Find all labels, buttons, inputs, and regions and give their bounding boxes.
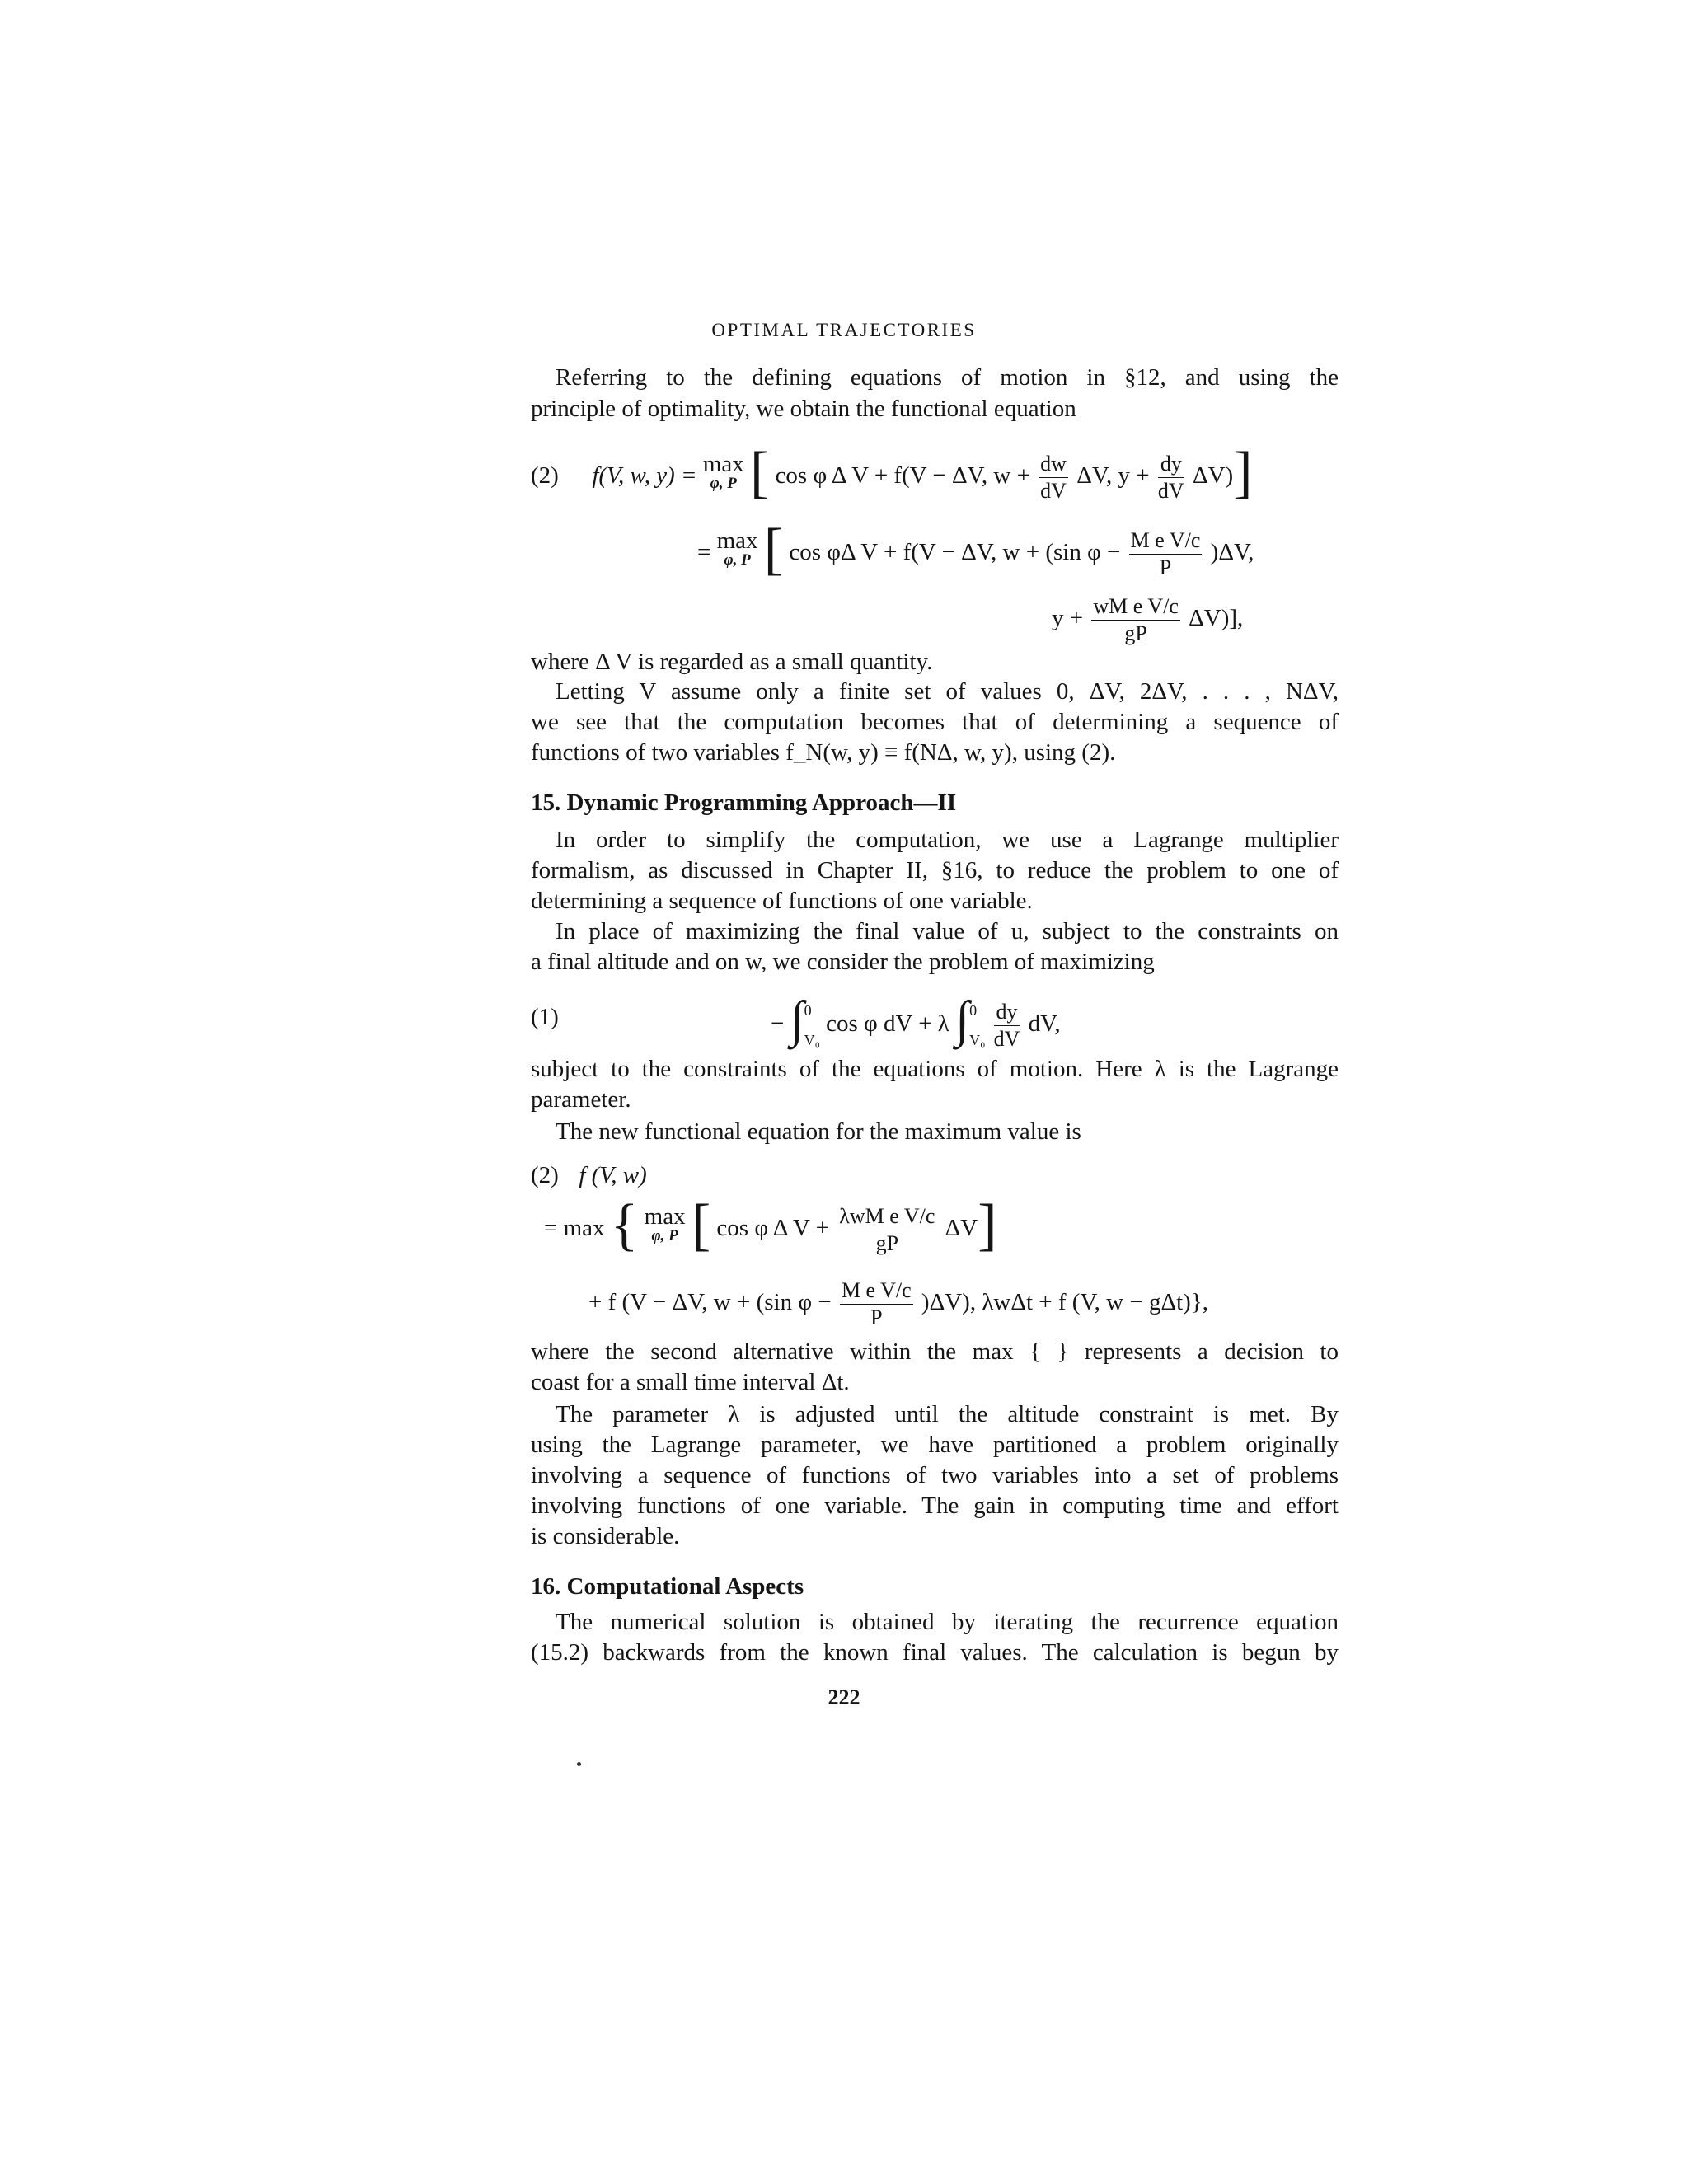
fraction-lambda-wMe-gP: $\frac{\text{λwM e V/c}}{gP}$ bbox=[839, 1204, 935, 1255]
intro-line-1: Referring to the defining equations of motion in §12, and using the bbox=[556, 364, 1339, 391]
s16-p1-line-1: The numerical solution is obtained by iterating the recurrence equation bbox=[556, 1609, 1339, 1635]
equation-1-number: (1) bbox=[531, 1004, 559, 1030]
integral-sign: ∫ bbox=[955, 991, 970, 1047]
integral-sign: ∫ bbox=[790, 991, 804, 1047]
s15-p2-line-1: In place of maximizing the final value of u, subject to the constraints on bbox=[556, 918, 1339, 944]
s15-p3-line-2: parameter. bbox=[531, 1086, 631, 1113]
s15-p6-line-2: using the Lagrange parameter, we have partitioned a problem originally bbox=[531, 1432, 1339, 1458]
s15-p4-line-1: The new functional equation for the maximum value is bbox=[556, 1118, 1081, 1145]
equation-lhs: f(V, w, y) = bbox=[592, 462, 697, 490]
equation-1: − ∫ 0 V₀ cos φ dV + λ ∫ 0 V₀ $\frac{dy}{dV}$ dV, bbox=[771, 986, 1061, 1055]
scan-speck bbox=[577, 1762, 581, 1766]
equation-2b-line-3: + f (V − ΔV, w + (sin φ − $\frac{\text{M e V/c}}{P}$ )ΔV), λwΔt + f (V, w − gΔt)}, bbox=[588, 1278, 1208, 1329]
max-operator: max φ, P bbox=[702, 451, 744, 492]
equation-2a-line-3: y + $\frac{\text{wM e V/c}}{gP}$ ΔV)], bbox=[1052, 594, 1244, 645]
letting-line-3: functions of two variables f_N(w, y) ≡ f(NΔ, w, y), using (2). bbox=[531, 739, 1116, 766]
s15-p6-line-5: is considerable. bbox=[531, 1523, 680, 1549]
s15-p5-line-1: where the second alternative within the max { } represents a decision to bbox=[531, 1338, 1339, 1365]
fraction-dw-dV: $\frac{dw}{dV}$ bbox=[1040, 452, 1067, 503]
running-head: OPTIMAL TRAJECTORIES bbox=[711, 320, 977, 340]
fraction-Me-P: $\frac{\text{M e V/c}}{P}$ bbox=[1130, 528, 1201, 579]
integral-limits: 0 V₀ bbox=[969, 1002, 986, 1049]
section-16-heading: 16. Computational Aspects bbox=[531, 1573, 804, 1600]
fraction-dy-dV: $\frac{dy}{dV}$ bbox=[1157, 452, 1184, 503]
s15-p1-line-3: determining a sequence of functions of one variable. bbox=[531, 888, 1033, 914]
letting-line-1: Letting V assume only a finite set of values 0, ΔV, 2ΔV, . . . , NΔV, bbox=[556, 678, 1339, 705]
s15-p6-line-3: involving a sequence of functions of two variables into a set of problems bbox=[531, 1462, 1339, 1488]
s15-p5-line-2: coast for a small time interval Δt. bbox=[531, 1369, 850, 1395]
equation-number: (2) bbox=[531, 462, 559, 490]
equation-body: cos φ Δ V + f(V − ΔV, w + bbox=[775, 462, 1030, 490]
fraction-Me-P: $\frac{\text{M e V/c}}{P}$ bbox=[841, 1278, 912, 1329]
s15-p6-line-1: The parameter λ is adjusted until the altitude constraint is met. By bbox=[556, 1401, 1339, 1427]
fraction-wMe-gP: $\frac{\text{wM e V/c}}{gP}$ bbox=[1093, 594, 1179, 645]
equation-2a-line-2: = max φ, P [ cos φΔ V + f(V − ΔV, w + (sin φ − $\frac{\text{M e V/c}}{P}$ )ΔV, bbox=[697, 518, 1254, 582]
equation-2b-line-2: = max { max φ, P [ cos φ Δ V + $\frac{\text{λwM e V/c}}{gP}$ ΔV] bbox=[544, 1193, 997, 1258]
intro-line-2: principle of optimality, we obtain the functional equation bbox=[531, 396, 1076, 422]
s15-p6-line-4: involving functions of one variable. The gain in computing time and effort bbox=[531, 1493, 1339, 1519]
section-15-heading: 15. Dynamic Programming Approach—II bbox=[531, 790, 957, 816]
page-number: 222 bbox=[828, 1685, 860, 1709]
s16-p1-line-2: (15.2) backwards from the known final values. The calculation is begun by bbox=[531, 1639, 1339, 1666]
s15-p1-line-2: formalism, as discussed in Chapter II, §16, to reduce the problem to one of bbox=[531, 857, 1339, 883]
s15-p1-line-1: In order to simplify the computation, we use a Lagrange multiplier bbox=[556, 827, 1339, 853]
integral-limits: 0 V₀ bbox=[804, 1002, 820, 1049]
letting-line-2: we see that the computation becomes that of determining a sequence of bbox=[531, 709, 1339, 735]
equation-2a-line-1: (2) f(V, w, y) = max φ, P [ cos φ Δ V + f(V − ΔV, w + $\frac{dw}{dV}$ ΔV, y + $\frac{dy}{dV}$ ΔV)] bbox=[531, 441, 1253, 505]
fraction-dy-dV: $\frac{dy}{dV}$ bbox=[993, 999, 1020, 1051]
where-line: where Δ V is regarded as a small quantity. bbox=[531, 649, 933, 675]
equation-2b-line-1: (2) f (V, w) bbox=[531, 1162, 647, 1188]
s15-p2-line-2: a final altitude and on w, we consider the problem of maximizing bbox=[531, 949, 1155, 975]
s15-p3-line-1: subject to the constraints of the equations of motion. Here λ is the Lagrange bbox=[531, 1056, 1339, 1082]
